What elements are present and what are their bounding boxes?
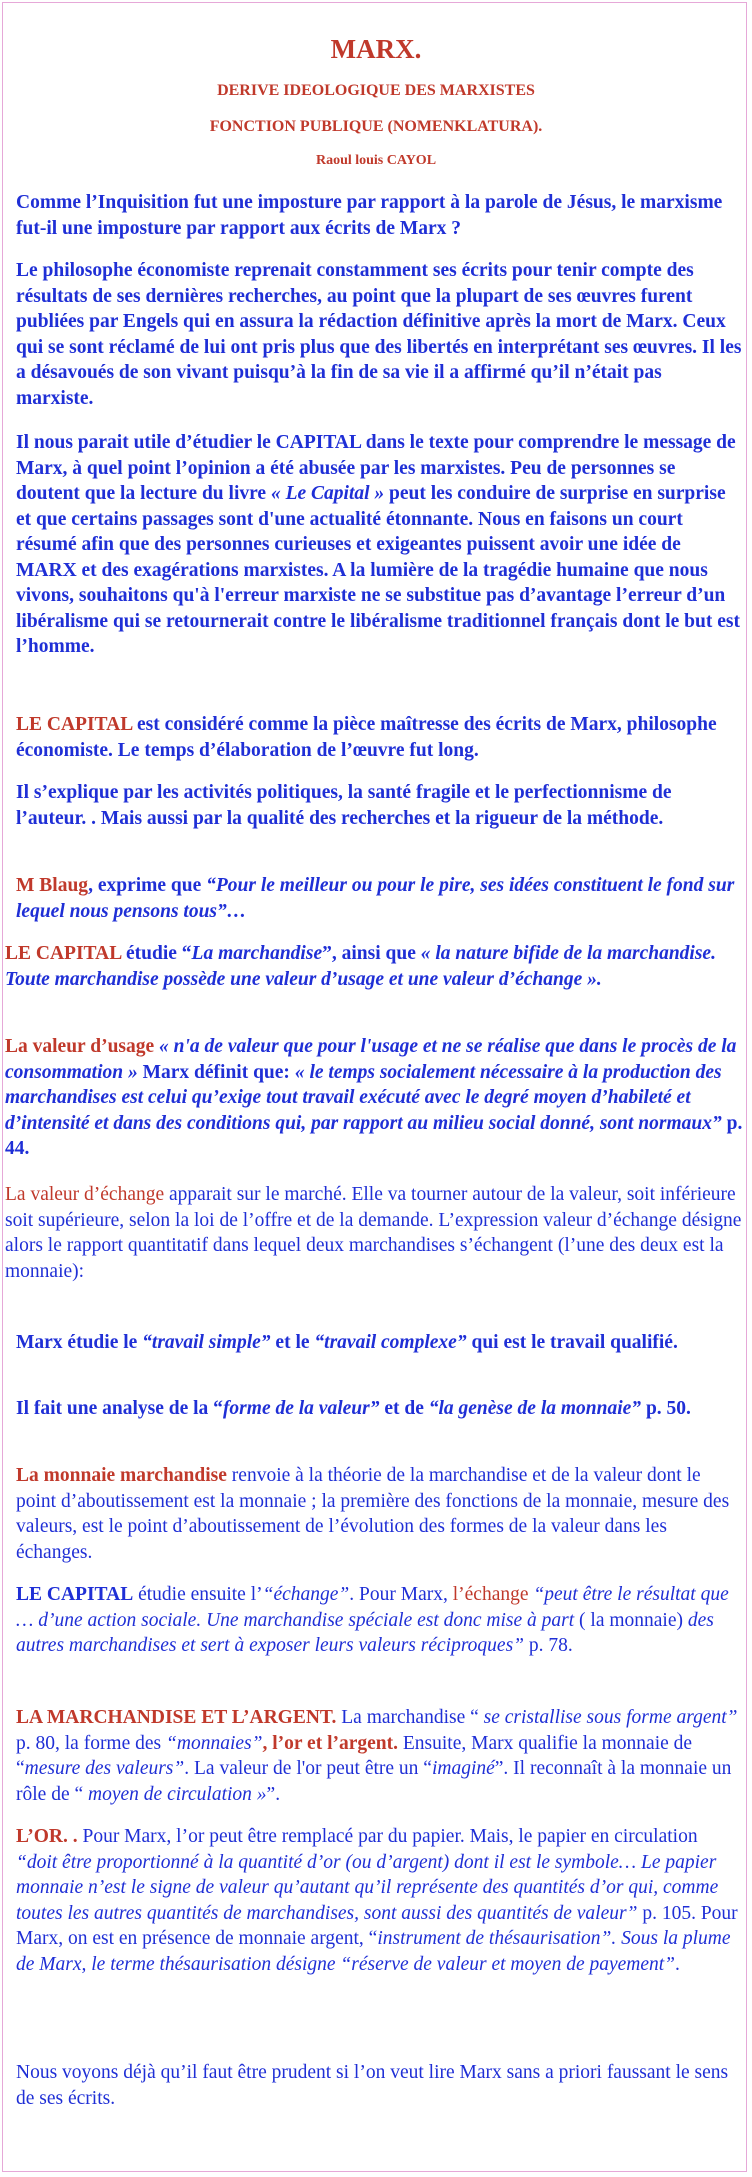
paragraph-masterpiece: LE CAPITAL est considéré comme la pièce maîtresse des écrits de Marx, philosophe économiste. Le temps d’élaboration de l’œuvre fut long. [16,714,717,761]
paragraph-explanation: Il s’explique par les activités politiques, la santé fragile et le perfectionnisme de l’auteur. . Mais aussi par la qualité des recherches et la rigueur de la méthode. [16,782,672,829]
paragraph-use-value: La valeur d’usage « n'a de valeur que pour l'usage et ne se réalise que dans le procès de la consommation » Marx définit que: « le temps socialement nécessaire à la production des marchandises est celui qu’exige tout travail exécuté avec le degré moyen d’habileté et d’intensité et dans des conditions qui, par rapport au milieu social donné, sont normaux” p. 44. [5,1036,743,1159]
paragraph-merchandise: LE CAPITAL étudie “La marchandise”, ainsi que « la nature bifide de la marchandise. Toute marchandise possède une valeur d’usage et une valeur d’échange ». [5,943,716,990]
paragraph-gold: L’OR. . Pour Marx, l’or peut être remplacé par du papier. Mais, le papier en circulation “doit être proportionné à la quantité d’or (ou d’argent) dont il est le symbole… Le papier monnaie n’est le signe de valeur qu’autant qu’il représente des quantités d’or qui, comme toutes les autres quantités de marchandises, sont aussi des quantités de valeur” p. 105. Pour Marx, on est en présence de monnaie argent, “instrument de thésaurisation”. Sous la plume de Marx, le terme thésaurisation désigne “réserve de valeur et moyen de payement”. [16,1826,738,1975]
subtitle-public-service: FONCTION PUBLIQUE (NOMENKLATURA). [209,118,543,135]
paragraph-exchange-value: La valeur d’échange apparait sur le marché. Elle va tourner autour de la valeur, soit inférieure soit supérieure, selon la loi de l’offre et de la demande. L’expression valeur d’échange désigne alors le rapport quantitatif dans lequel deux marchandises s’échangent (l’une des deux est la monnaie): [5,1184,742,1282]
paragraph-commodity-money: La monnaie marchandise renvoie à la théorie de la marchandise et de la valeur dont le point d’aboutissement est la monnaie ; la première des fonctions de la monnaie, mesure des valeurs, est le point d’aboutissement de l’évolution des formes de la valeur dans les échanges. [16,1465,730,1563]
subtitle-ideology: DERIVE IDEOLOGIQUE DES MARXISTES [217,82,535,99]
paragraph-inquisition: Comme l’Inquisition fut une imposture par rapport à la parole de Jésus, le marxisme fut-il une imposture par rapport aux écrits de Marx ? [16,192,723,239]
paragraph-exchange: LE CAPITAL étudie ensuite l’“échange”. Pour Marx, l’échange “peut être le résultat que … d’une action sociale. Une marchandise spéciale est donc mise à part ( la monnaie) des autres marchandises et sert à exposer leurs valeurs réciproques” p. 78. [16,1584,729,1656]
paragraph-blaug: M Blaug, exprime que “Pour le meilleur ou pour le pire, ses idées constituent le fond sur lequel nous pensons tous”… [16,875,735,922]
paragraph-philosopher: Le philosophe économiste reprenait constamment ses écrits pour tenir compte des résultats de ses dernières recherches, au point que la plupart de ses œuvres furent publiées par Engels qui en assura la rédaction définitive après la mort de Marx. Ceux qui se sont réclamé de lui ont pris plus que des libertés en interprétant ses œuvres. Il les a désavoués de son vivant puisqu’à la fin de sa vie il a affirmé qu’il n’était pas marxiste. [16,260,742,409]
paragraph-value-form: Il fait une analyse de la “forme de la valeur” et de “la genèse de la monnaie” p. 50. [16,1398,691,1419]
author-name: Raoul louis CAYOL [315,153,437,168]
paragraph-conclusion: Nous voyons déjà qu’il faut être prudent si l’on veut lire Marx sans a priori faussant le sens de ses écrits. [16,2062,729,2109]
paragraph-labour: Marx étudie le “travail simple” et le “travail complexe” qui est le travail qualifié. [16,1332,678,1353]
paragraph-study-capital: Il nous parait utile d’étudier le CAPITAL dans le texte pour comprendre le message de Marx, à quel point l’opinion a été abusée par les marxistes. Peu de personnes se doutent que la lecture du livre « Le Capital » peut les conduire de surprise en surprise et que certains passages sont d'une actualité étonnante. Nous en faisons un court résumé afin que des personnes curieuses et exigeantes puissent avoir une idée de MARX et des exagérations marxistes. A la lumière de la tragédie humaine que nous vivons, souhaitons qu'à l'erreur marxiste ne se substitue pas d’avantage l’erreur d’un libéralisme qui se retournerait contre le libéralisme traditionnel français dont le but est l’homme. [16,432,740,657]
page-title: MARX. [330,34,422,64]
paragraph-money-silver: LA MARCHANDISE ET L’ARGENT. La marchandise “ se cristallise sous forme argent” p. 80, la forme des “monnaies”, l’or et l’argent. Ensuite, Marx qualifie la monnaie de “mesure des valeurs”. La valeur de l'or peut être un “imaginé”. Il reconnaît à la monnaie un rôle de “ moyen de circulation »”. [16,1707,738,1805]
